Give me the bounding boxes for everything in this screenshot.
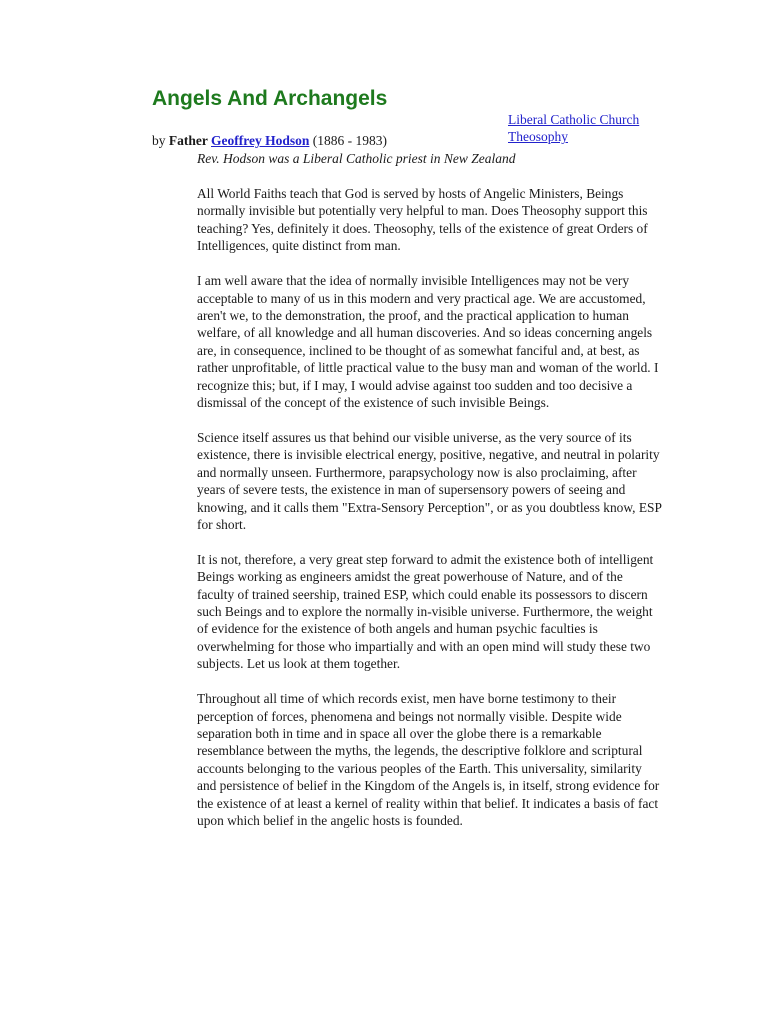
author-link[interactable]: Geoffrey Hodson	[211, 133, 310, 148]
author-dates: (1886 - 1983)	[309, 133, 387, 148]
link-theosophy[interactable]: Theosophy	[508, 129, 568, 144]
paragraph: Science itself assures us that behind our visible universe, as the very source of its existence, there is invisible electrical energy, positive, negative, and neutral in polarity and normally unseen. Furthermore, parapsychology now is also proclaiming, after years of severe tests, the existence in man of supersensory powers of seeing and knowing, and it calls them "Extra-Sensory Perception", or as you doubtless know, ESP for short.	[197, 429, 662, 532]
page-title: Angels And Archangels	[152, 87, 388, 110]
related-links	[508, 111, 639, 145]
author-note: Rev. Hodson was a Liberal Catholic priest in New Zealand	[197, 151, 516, 166]
paragraph: All World Faiths teach that God is served by hosts of Angelic Ministers, Beings normally invisible but potentially very helpful to man. Does Theosophy support this teaching? Yes, definitely it does. Theosophy, tells of the existence of great Orders of Intelligences, quite distinct from man.	[197, 186, 648, 254]
paragraph: I am well aware that the idea of normally invisible Intelligences may not be very acceptable to many of us in this modern and very practical age. We are accustomed, aren't we, to the demonstration, the proof, and the practical application to human welfare, of all knowledge and all human discoveries. And so ideas concerning angels are, in consequence, inclined to be thought of as somewhat fanciful and, at best, as rather unprofitable, of little practical value to the busy man and woman of the world. I recognize this; but, if I may, I would advise against too sudden and too decisive a dismissal of the concept of the existence of such invisible Beings.	[197, 273, 659, 410]
byline	[152, 133, 387, 149]
byline-by: by	[152, 133, 169, 148]
link-liberal-catholic-church[interactable]: Liberal Catholic Church	[508, 112, 640, 127]
paragraph: It is not, therefore, a very great step forward to admit the existence both of intelligent Beings working as engineers amidst the great powerhouse of Nature, and of the faculty of trained seership, trained ESP, which could enable its possessors to discern such Beings and to explore the normally in-visible universe. Furthermore, the weight of evidence for the existence of both angels and human psychic faculties is overwhelming for those who impartially and with an open mind will study these two subjects. Let us look at them together.	[197, 551, 654, 672]
article-body	[197, 185, 663, 847]
paragraph: Throughout all time of which records exist, men have borne testimony to their perception of forces, phenomena and beings not normally visible. Despite wide separation both in time and in space all over the globe there is a remarkable resemblance between the myths, the legends, the descriptive folklore and scriptural accounts belonging to the various peoples of the Earth. This universality, similarity and persistence of belief in the Kingdom of the Angels is, in itself, strong evidence for the existence of at least a kernel of reality within that belief. It indicates a basis of fact upon which belief in the angelic hosts is founded.	[197, 691, 660, 828]
byline-title: Father	[168, 133, 211, 148]
